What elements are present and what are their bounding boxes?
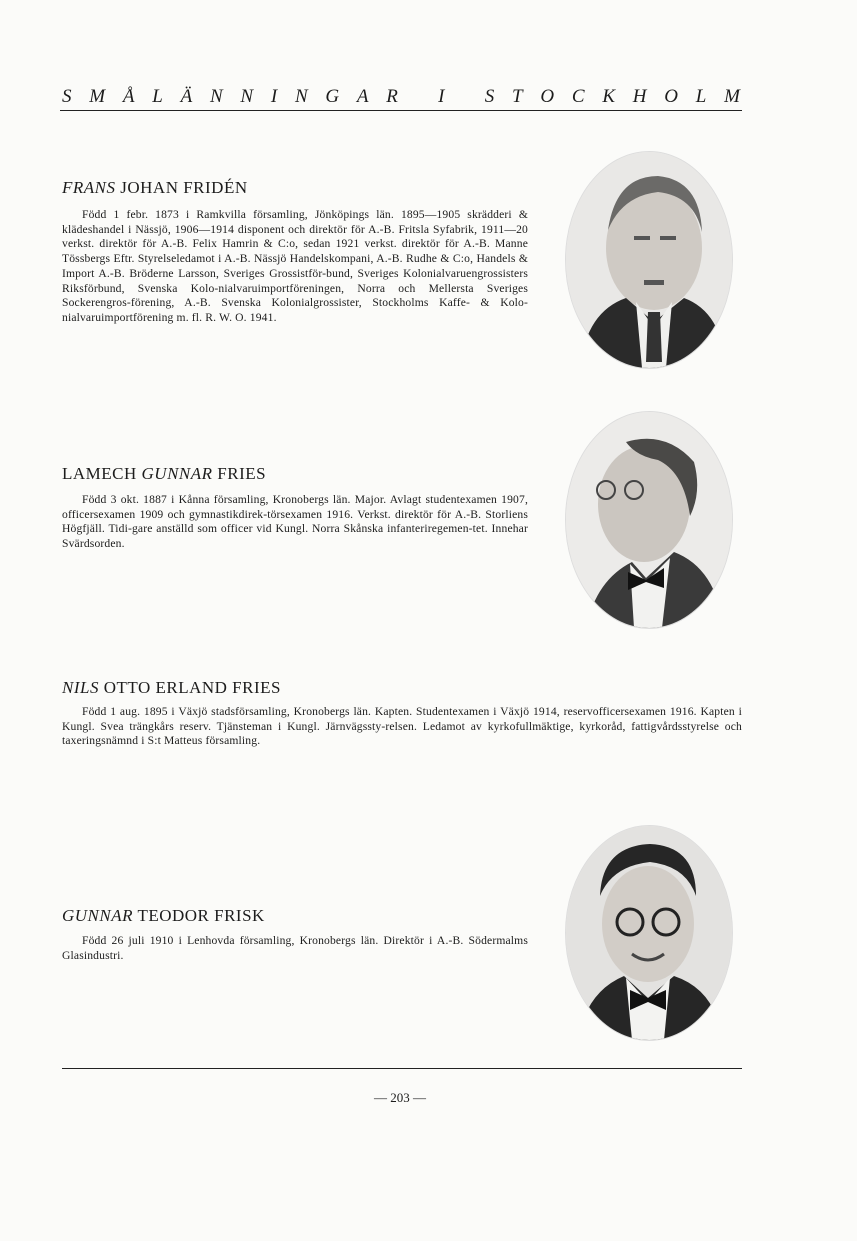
entry-bio-frans-friden [62,208,528,326]
name-pre-part: LAMECH [62,464,142,483]
header-letter: T [512,86,523,107]
name-italic-part: FRANS [62,178,116,197]
bio-text: Född 1 febr. 1873 i Ramkvilla församling, Jönköpings län. 1895—1905 skrädderi & klädeshandel i Nässjö, 1906—1914 disponent och direktör för A.-B. Fritsla Syfabrik, 1911—20 verkst. direktör för A.-B. Felix Hamrin & C:o, sedan 1921 verkst. direktör för A.-B. Manne Tössbergs Eftr. Styrelseledamot i A.-B. Nässjö Handelskompani, A.-B. Rudhe & C:o, Handels & Import A.-B. Bröderne Larsson, Sveriges Grossistför-bund, Sveriges Kolonialvaruengrossisters Riksförbund, Svenska Kolo-nialvaruimportföreningen, Norra och Mellersta Sveriges Sockerengros-förening, A.-B. Svenska Kolonialgrossister, Stockholms Kaffe- & Kolo-nialvaruimportförening m. fl. R. W. O. 1941. [62,208,528,324]
page-number: — 203 — [374,1090,426,1105]
running-header [62,86,740,108]
portrait-frans-friden [566,152,732,368]
entry-name-gunnar-frisk [62,906,265,926]
header-letter: I [438,86,445,107]
header-letter: L [152,86,163,107]
header-rule [60,110,742,111]
header-letter: Ä [180,86,193,107]
entry-name-gunnar-fries [62,464,266,484]
bio-text: Född 26 juli 1910 i Lenhovda församling, Kronobergs län. Direktör i A.-B. Södermalms Glasindustri. [62,934,528,962]
name-italic-part: GUNNAR [141,464,213,483]
name-rest-part: TEODOR FRISK [133,906,265,925]
entry-name-frans-friden [62,178,248,198]
footer-rule [62,1068,742,1069]
entry-name-nils-fries [62,678,281,698]
header-letter: O [664,86,679,107]
header-letter: H [632,86,647,107]
portrait-gunnar-fries [566,412,732,628]
header-letter: K [602,86,616,107]
entry-bio-gunnar-frisk [62,934,528,963]
bio-text: Född 3 okt. 1887 i Kånna församling, Kronobergs län. Major. Avlagt studentexamen 1907, officersexamen 1909 och gymnastikdirek-törsexamen 1916. Verkst. direktör för A.-B. Storliens Högfjäll. Tidi-gare anställd som officer vid Kungl. Norra Skånska infanteriregemen-tet. Innehar Svärdsorden. [62,493,528,551]
name-rest-part: FRIES [212,464,267,483]
header-letter: M [724,86,740,107]
header-letter: C [571,86,585,107]
header-letter: A [356,86,369,107]
portrait-gunnar-frisk [566,826,732,1040]
name-italic-part: GUNNAR [62,906,133,925]
header-letter: S [484,86,495,107]
name-italic-part: NILS [62,678,99,697]
portrait-photo-icon [566,152,732,368]
header-letter [416,86,421,108]
header-letter: Å [122,86,135,107]
header-letter: S [62,86,72,107]
header-letter: R [386,86,398,107]
portrait-photo-icon [566,826,732,1040]
header-letter: N [209,86,223,107]
header-letter: L [695,86,707,107]
header-letter: I [270,86,278,107]
bio-text: Född 1 aug. 1895 i Växjö stadsförsamling, Kronobergs län. Kapten. Studentexamen i Växjö 1914, reservofficersexamen 1916. Kapten i Kungl. Svea trängkårs reserv. Tjänsteman i Kungl. Järnvägssty-relsen. Ledamot av kyrkofullmäktige, kyrkoråd, fattigvårdsstyrelse och taxeringsnämnd i S:t Matteus församling. [62,705,742,748]
header-letter [462,86,467,108]
header-letter: M [89,86,106,107]
portrait-photo-icon [566,412,732,628]
entry-bio-nils-fries [62,705,742,749]
header-letter: O [540,86,555,107]
entry-bio-gunnar-fries [62,493,528,552]
header-letter: G [325,86,340,107]
name-rest-part: OTTO ERLAND FRIES [98,678,281,697]
name-rest-part: JOHAN FRIDÉN [115,178,248,197]
header-letter: N [240,86,254,107]
header-letter: N [294,86,308,107]
